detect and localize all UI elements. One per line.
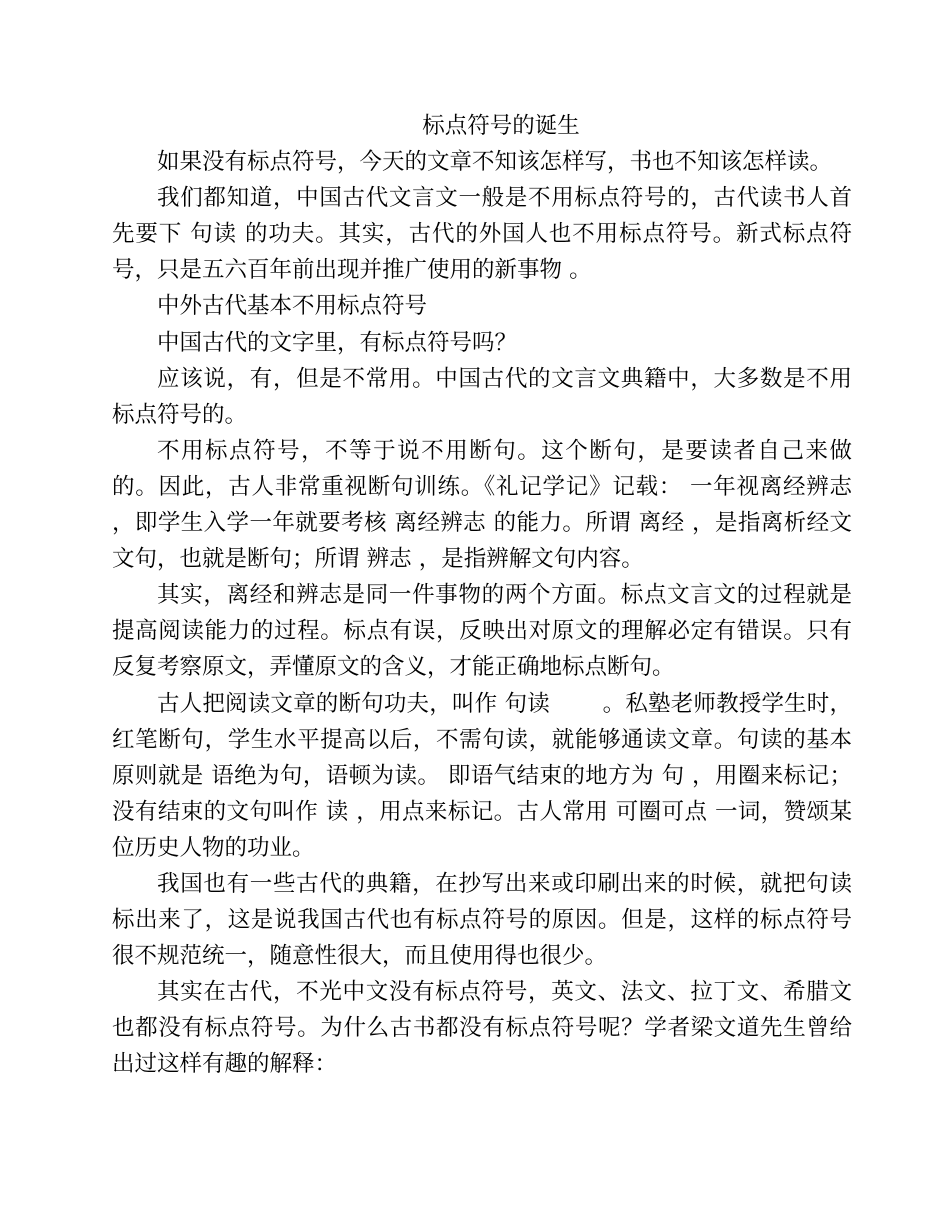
section-heading: 中外古代基本不用标点符号	[157, 293, 428, 320]
document-title: 标点符号的诞生	[422, 113, 580, 139]
document-page	[112, 108, 852, 1083]
paragraph-ancient-reading: 我们都知道，中国古代文言文一般是不用标点符号的，古代读书人首先要下 句读 的功夫。其实，古代的外国人也不用标点符号。新式标点符号，只是五六百年前出现并推广使用的新事物 。	[112, 185, 852, 284]
paragraph-question: 中国古代的文字里，有标点符号吗？	[157, 329, 518, 356]
paragraph-intro: 如果没有标点符号，今天的文章不知该怎样写，书也不知该怎样读。	[157, 149, 833, 176]
paragraph-ancient-classics: 我国也有一些古代的典籍，在抄写出来或印刷出来的时候，就把句读标出来了，这是说我国古代也有标点符号的原因。但是，这样的标点符号很不规范统一，随意性很大，而且使用得也很少。	[112, 870, 852, 970]
paragraph-answer: 应该说，有，但是不常用。中国古代的文言文典籍中，大多数是不用标点符号的。	[112, 365, 852, 428]
paragraph-foreign-languages: 其实在古代，不光中文没有标点符号，英文、法文、拉丁文、希腊文也都没有标点符号。为什么古书都没有标点符号呢？学者梁文道先生曾给出过这样有趣的解释：	[112, 979, 852, 1078]
paragraph-lijing-bianzhi: 其实，离经和辨志是同一件事物的两个方面。标点文言文的过程就是提高阅读能力的过程。标点有误，反映出对原文的理解必定有错误。只有反复考察原文，弄懂原文的含义，才能正确地标点断句。	[112, 582, 852, 681]
paragraph-judou: 古人把阅读文章的断句功夫，叫作 句读 。私塾老师教授学生时，红笔断句，学生水平提高以后，不需句读，就能够通读文章。句读的基本原则就是 语绝为句，语顿为读。 即语气结束的地方为 句 ，用圈来标记；没有结束的文句叫作 读 ，用点来标记。古人常用 可圈可点 一词，赞颂某位历史人物的功业。	[112, 690, 852, 861]
paragraph-sentence-breaking: 不用标点符号，不等于说不用断句。这个断句，是要读者自己来做的。因此，古人非常重视断句训练。《礼记学记》记载： 一年视离经辨志 ，即学生入学一年就要考核 离经辨志 的能力。所谓 离经 ，是指离析经文文句，也就是断句；所谓 辨志 ，是指辨解文句内容。	[112, 437, 852, 573]
